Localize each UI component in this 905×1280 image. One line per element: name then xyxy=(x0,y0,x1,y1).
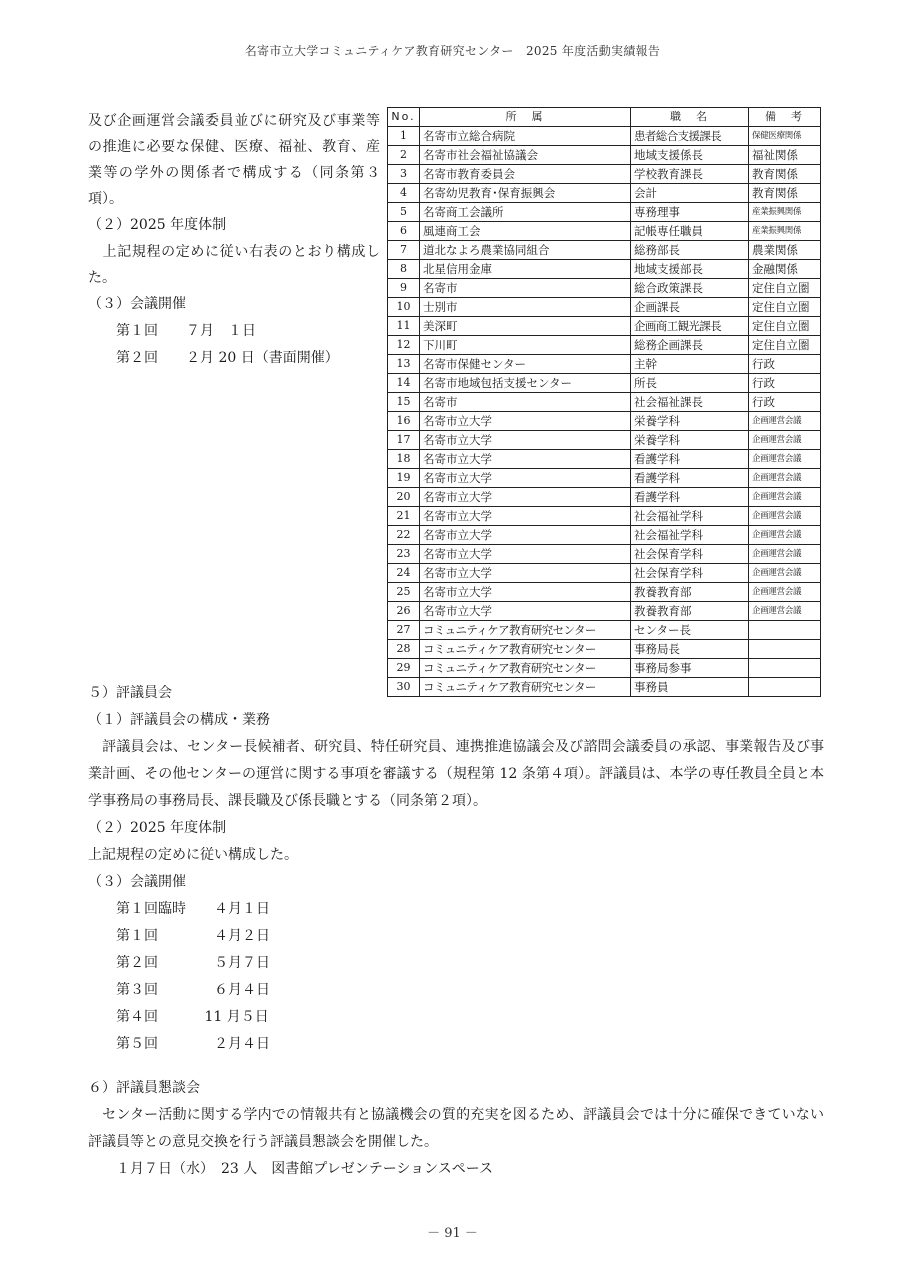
cell-remarks: 定住自立圏 xyxy=(749,279,821,298)
table-row xyxy=(388,298,821,317)
header-affiliation: 所 属 xyxy=(420,108,631,127)
cell-affiliation: 名寄幼児教育･保育振興会 xyxy=(420,184,631,203)
cell-remarks: 定住自立圏 xyxy=(749,298,821,317)
cell-no: 2 xyxy=(388,146,420,165)
paragraph-structure: 上記規程の定めに従い右表のとおり構成した。 xyxy=(88,244,380,286)
table-row xyxy=(388,621,821,640)
cell-remarks: 定住自立圏 xyxy=(749,317,821,336)
cell-no: 1 xyxy=(388,127,420,146)
cell-no: 24 xyxy=(388,564,420,583)
cell-no: 15 xyxy=(388,393,420,412)
cell-position: 事務局参事 xyxy=(631,659,749,678)
section6-heading: ６）評議員懇談会 xyxy=(88,1080,200,1096)
cell-position: 主幹 xyxy=(631,355,749,374)
cell-position: 会計 xyxy=(631,184,749,203)
cell-remarks: 定住自立圏 xyxy=(749,336,821,355)
table-row xyxy=(388,659,821,678)
cell-affiliation: 名寄市立総合病院 xyxy=(420,127,631,146)
cell-no: 22 xyxy=(388,526,420,545)
page-number: － 91 － xyxy=(427,1226,478,1241)
cell-remarks: 企画運営会議 xyxy=(749,526,821,545)
cell-affiliation: 名寄市立大学 xyxy=(420,507,631,526)
cell-affiliation: 名寄市社会福祉協議会 xyxy=(420,146,631,165)
cell-position: 事務局長 xyxy=(631,640,749,659)
cell-position: 栄養学科 xyxy=(631,412,749,431)
cell-no: 10 xyxy=(388,298,420,317)
cell-no: 6 xyxy=(388,222,420,241)
cell-affiliation: 名寄市立大学 xyxy=(420,583,631,602)
table-row xyxy=(388,222,821,241)
cell-no: 14 xyxy=(388,374,420,393)
cell-position: 企画課長 xyxy=(631,298,749,317)
section6-paragraph: センター活動に関する学内での情報共有と協議機会の質的充実を図るため、評議員会では十分に確保できていない評議員等との意見交換を行う評議員懇談会を開催した。 xyxy=(88,1107,824,1150)
cell-remarks: 企画運営会議 xyxy=(749,488,821,507)
cell-no: 26 xyxy=(388,602,420,621)
left-column xyxy=(88,108,380,372)
cell-position: 教養教育部 xyxy=(631,583,749,602)
cell-position: 所長 xyxy=(631,374,749,393)
cell-position: 企画商工観光課長 xyxy=(631,317,749,336)
cell-position: 専務理事 xyxy=(631,203,749,222)
cell-remarks: 企画運営会議 xyxy=(749,507,821,526)
cell-position: 社会福祉学科 xyxy=(631,507,749,526)
cell-affiliation: 名寄市教育委員会 xyxy=(420,165,631,184)
cell-affiliation: 風連商工会 xyxy=(420,222,631,241)
cell-remarks xyxy=(749,640,821,659)
cell-no: 8 xyxy=(388,260,420,279)
meeting-line: 第５回 ２月４日 xyxy=(88,1036,270,1052)
cell-position: 事務員 xyxy=(631,678,749,697)
main-body xyxy=(88,680,824,1183)
meeting-line: 第４回 11 月５日 xyxy=(88,1009,269,1025)
cell-position: 総務企画課長 xyxy=(631,336,749,355)
cell-affiliation: コミュニティケア教育研究センター xyxy=(420,640,631,659)
meeting-line: 第１回 ７月 １日 xyxy=(88,323,256,339)
cell-remarks xyxy=(749,621,821,640)
cell-position: 看護学科 xyxy=(631,488,749,507)
section5-sub2: （２）2025 年度体制 xyxy=(88,820,227,836)
cell-no: 28 xyxy=(388,640,420,659)
cell-affiliation: 下川町 xyxy=(420,336,631,355)
cell-remarks: 産業振興関係 xyxy=(749,222,821,241)
table-row xyxy=(388,317,821,336)
cell-position: 社会福祉課長 xyxy=(631,393,749,412)
header-no: No. xyxy=(388,108,420,127)
cell-position: 総合政策課長 xyxy=(631,279,749,298)
table-row xyxy=(388,127,821,146)
meeting-line: 第１回臨時 ４月１日 xyxy=(88,901,270,917)
cell-no: 27 xyxy=(388,621,420,640)
cell-position: 患者総合支援課長 xyxy=(631,127,749,146)
cell-remarks: 企画運営会議 xyxy=(749,583,821,602)
cell-position: 地域支援部長 xyxy=(631,260,749,279)
cell-remarks: 行政 xyxy=(749,393,821,412)
meeting-line: 第２回 ５月７日 xyxy=(88,955,270,971)
cell-affiliation: 名寄市 xyxy=(420,393,631,412)
section5-paragraph: 評議員会は、センター長候補者、研究員、特任研究員、連携推進協議会及び諮問会議委員の承認、事業報告及び事業計画、その他センターの運営に関する事項を審議する（規程第 12 条第４項）。評議員は、本学の専任教員全員と本学事務局の事務局長、課長職及び係長職とする（同条第２項）。 xyxy=(88,739,824,809)
cell-position: 社会福祉学科 xyxy=(631,526,749,545)
table-row xyxy=(388,564,821,583)
table-row xyxy=(388,279,821,298)
table-row xyxy=(388,355,821,374)
table-row xyxy=(388,374,821,393)
cell-remarks: 産業振興関係 xyxy=(749,203,821,222)
cell-affiliation: 名寄市立大学 xyxy=(420,431,631,450)
cell-remarks: 行政 xyxy=(749,355,821,374)
table-row xyxy=(388,260,821,279)
cell-remarks: 農業関係 xyxy=(749,241,821,260)
table-row xyxy=(388,488,821,507)
cell-affiliation: コミュニティケア教育研究センター xyxy=(420,678,631,697)
cell-affiliation: コミュニティケア教育研究センター xyxy=(420,659,631,678)
cell-position: 学校教育課長 xyxy=(631,165,749,184)
table-row xyxy=(388,431,821,450)
table-row xyxy=(388,602,821,621)
cell-no: 13 xyxy=(388,355,420,374)
heading-meetings: （３）会議開催 xyxy=(88,296,186,312)
table-row xyxy=(388,146,821,165)
cell-position: 総務部長 xyxy=(631,241,749,260)
section5-paragraph2: 上記規程の定めに従い構成した。 xyxy=(88,847,298,863)
table-row xyxy=(388,184,821,203)
cell-no: 21 xyxy=(388,507,420,526)
section5-sub1: （１）評議員会の構成・業務 xyxy=(88,712,270,728)
cell-no: 23 xyxy=(388,545,420,564)
meeting-line: 第１回 ４月２日 xyxy=(88,928,270,944)
table-row xyxy=(388,507,821,526)
cell-affiliation: 名寄市立大学 xyxy=(420,545,631,564)
meeting-line: 第２回 ２月 20 日（書面開催） xyxy=(88,350,339,366)
table-row xyxy=(388,450,821,469)
cell-remarks: 企画運営会議 xyxy=(749,564,821,583)
cell-remarks: 企画運営会議 xyxy=(749,469,821,488)
cell-no: 18 xyxy=(388,450,420,469)
table-header-row xyxy=(388,108,821,127)
spacer xyxy=(88,1058,824,1075)
header-remarks: 備 考 xyxy=(749,108,821,127)
paragraph-composition: 及び企画運営会議委員並びに研究及び事業等の推進に必要な保健、医療、福祉、教育、産業等の学外の関係者で構成する（同条第３項）。 xyxy=(88,113,380,207)
cell-remarks: 企画運営会議 xyxy=(749,450,821,469)
cell-remarks: 企画運営会議 xyxy=(749,545,821,564)
cell-no: 17 xyxy=(388,431,420,450)
cell-remarks: 教育関係 xyxy=(749,165,821,184)
cell-no: 5 xyxy=(388,203,420,222)
cell-affiliation: コミュニティケア教育研究センター xyxy=(420,621,631,640)
table-body xyxy=(388,127,821,697)
cell-affiliation: 名寄市立大学 xyxy=(420,469,631,488)
header-position: 職 名 xyxy=(631,108,749,127)
table-row xyxy=(388,583,821,602)
table-row xyxy=(388,165,821,184)
cell-remarks: 金融関係 xyxy=(749,260,821,279)
cell-affiliation: 名寄市地域包括支援センター xyxy=(420,374,631,393)
table-row xyxy=(388,241,821,260)
cell-affiliation: 北星信用金庫 xyxy=(420,260,631,279)
cell-affiliation: 名寄市立大学 xyxy=(420,526,631,545)
cell-remarks: 企画運営会議 xyxy=(749,412,821,431)
cell-remarks: 保健医療関係 xyxy=(749,127,821,146)
table-row xyxy=(388,336,821,355)
cell-affiliation: 道北なよろ農業協同組合 xyxy=(420,241,631,260)
meeting-line: 第３回 ６月４日 xyxy=(88,982,270,998)
cell-no: 12 xyxy=(388,336,420,355)
cell-no: 16 xyxy=(388,412,420,431)
cell-remarks: 教育関係 xyxy=(749,184,821,203)
cell-position: 記帳専任職員 xyxy=(631,222,749,241)
cell-position: 教養教育部 xyxy=(631,602,749,621)
cell-affiliation: 名寄商工会議所 xyxy=(420,203,631,222)
section6-event: １月７日（水） 23 人 図書館プレゼンテーションスペース xyxy=(88,1161,494,1177)
cell-affiliation: 士別市 xyxy=(420,298,631,317)
cell-position: センター長 xyxy=(631,621,749,640)
section5-sub3: （３）会議開催 xyxy=(88,874,186,890)
cell-affiliation: 名寄市 xyxy=(420,279,631,298)
cell-no: 20 xyxy=(388,488,420,507)
cell-affiliation: 名寄市立大学 xyxy=(420,450,631,469)
cell-affiliation: 名寄市保健センター xyxy=(420,355,631,374)
cell-position: 看護学科 xyxy=(631,469,749,488)
cell-no: 4 xyxy=(388,184,420,203)
cell-no: 9 xyxy=(388,279,420,298)
members-table xyxy=(387,107,821,697)
cell-affiliation: 名寄市立大学 xyxy=(420,488,631,507)
cell-no: 11 xyxy=(388,317,420,336)
table-row xyxy=(388,526,821,545)
cell-remarks: 企画運営会議 xyxy=(749,602,821,621)
cell-affiliation: 名寄市立大学 xyxy=(420,564,631,583)
table-row xyxy=(388,469,821,488)
page-header: 名寄市立大学コミュニティケア教育研究センター 2025 年度活動実績報告 xyxy=(244,44,661,58)
table-row xyxy=(388,640,821,659)
cell-remarks xyxy=(749,659,821,678)
cell-position: 栄養学科 xyxy=(631,431,749,450)
cell-no: 3 xyxy=(388,165,420,184)
cell-no: 19 xyxy=(388,469,420,488)
cell-no: 29 xyxy=(388,659,420,678)
table-row xyxy=(388,545,821,564)
cell-position: 社会保育学科 xyxy=(631,564,749,583)
cell-position: 社会保育学科 xyxy=(631,545,749,564)
cell-affiliation: 名寄市立大学 xyxy=(420,412,631,431)
cell-position: 看護学科 xyxy=(631,450,749,469)
cell-no: 7 xyxy=(388,241,420,260)
cell-remarks: 福祉関係 xyxy=(749,146,821,165)
cell-remarks: 行政 xyxy=(749,374,821,393)
cell-no: 25 xyxy=(388,583,420,602)
table-row xyxy=(388,412,821,431)
cell-remarks: 企画運営会議 xyxy=(749,431,821,450)
section5-heading: ５）評議員会 xyxy=(88,685,172,701)
cell-position: 地域支援係長 xyxy=(631,146,749,165)
cell-no: 30 xyxy=(388,678,420,697)
heading-2025-structure: （２）2025 年度体制 xyxy=(88,217,227,233)
cell-affiliation: 名寄市立大学 xyxy=(420,602,631,621)
table-row xyxy=(388,393,821,412)
cell-affiliation: 美深町 xyxy=(420,317,631,336)
table-row xyxy=(388,203,821,222)
